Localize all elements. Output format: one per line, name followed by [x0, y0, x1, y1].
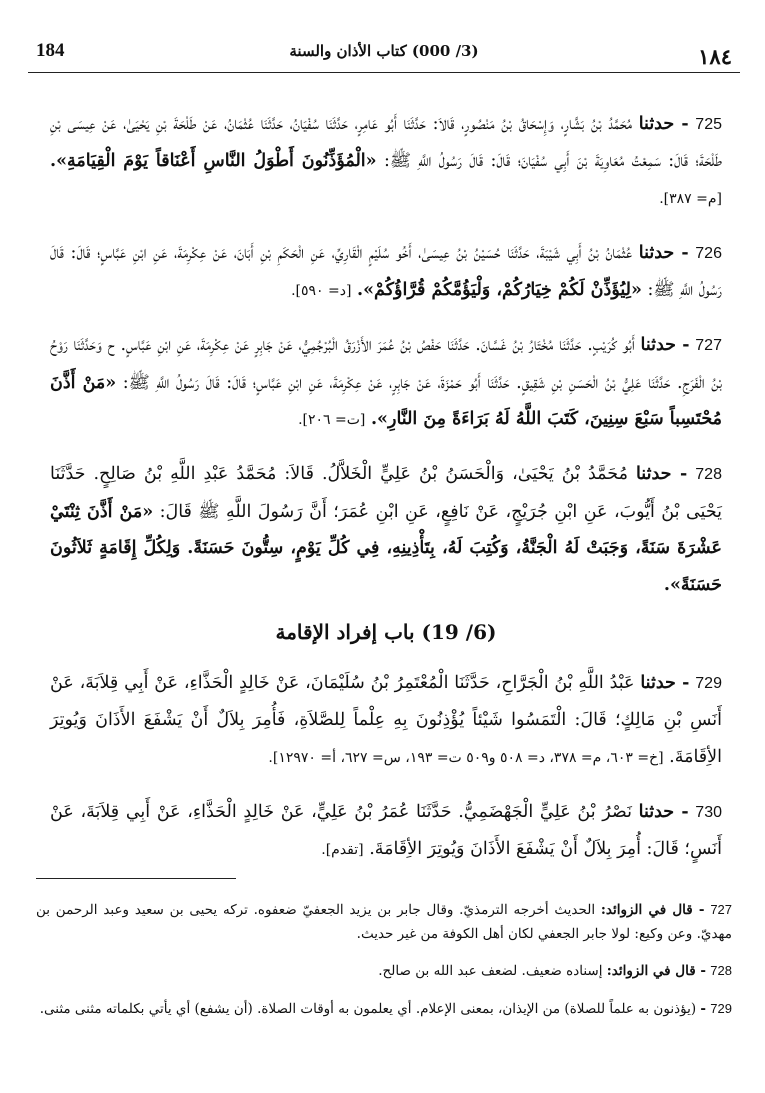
section-title: (6/ 19) باب إفراد الإقامة — [275, 620, 497, 644]
hadith-text: مُحَمَّدُ بْنُ يَحْيَىٰ، وَالْحَسَنُ بْنُ عَلِيٍّ الْخَلاَّلُ. قَالاَ: مُحَمَّدُ عَبْدِ اللَّهِ بْنُ صَالِحٍ. حَدَّثَنَا يَحْيَى بْنُ أَيُّوبَ، عَنِ ابْنِ جُرَيْجٍ، عَنْ نَافِعٍ، عَنِ ابْنِ عُمَرَ؛ أَنَّ رَسُولَ اللَّهِ ﷺ قَالَ: — [50, 464, 722, 522]
hadith-lead: - حدثنا — [640, 672, 690, 693]
footnote-number: 727 — [710, 901, 733, 917]
hadith-730 — [50, 794, 722, 869]
hadith-725 — [50, 106, 722, 218]
main-text — [50, 88, 722, 875]
hadith-729 — [50, 665, 722, 777]
hadith-text: عَبْدُ اللَّهِ بْنُ الْجَرَّاحِ، حَدَّثَنَا الْمُعْتَمِرُ بْنُ سُلَيْمَانَ، عَنْ خَالِدٍ الْحَذَّاءِ، عَنْ أَبِي قِلاَبَةَ، عَنْ أَنَسِ بْنِ مَالِكٍ؛ قَالَ: الْتَمَسُوا شَيْئاً يُؤْذِنُونَ بِهِ عِلْماً لِلصَّلاَةِ، فَأُمِرَ بِلاَلٌ أَنْ يَشْفَعَ الأَذَانَ وَيُوتِرَ الأِقَامَةَ. — [50, 672, 722, 767]
footnotes — [36, 884, 732, 1027]
prophet-saying: «الْمُؤَذِّنُونَ أَطْوَلُ النَّاسِ أَعْنَاقاً يَوْمَ الْقِيَامَةِ». — [50, 151, 377, 171]
hadith-lead: - حدثنا — [638, 801, 689, 822]
hadith-text: عُثْمَانُ بْنُ أَبِي شَيْبَةَ، حَدَّثَنَا حُسَيْنُ بْنُ عِيسَىٰ، أَخُو سُلَيْمٍ الْقَارِيِّ، عَنِ الْحَكَمِ بْنِ أَبَانَ، عَنْ عِكْرِمَةَ، عَنِ ابْنِ عَبَّاسٍ؛ قَالَ: قَالَ رَسُولُ اللَّهِ ﷺ: — [50, 242, 722, 300]
hadith-727 — [50, 327, 722, 439]
footnote-728 — [36, 959, 732, 983]
hadith-number: 728 — [695, 466, 722, 483]
page-number-arabic: ١٨٤ — [698, 44, 732, 69]
hadith-text: أَبُو كُرَيْبٍ. حَدَّثَنَا مُخْتَارُ بْنُ غَسَّانَ. حَدَّثَنَا حَفْصُ بْنُ عُمَرَ الأَزْرَقُ الْبُرْجُمِيُّ، عَنْ جَابِرٍ عَنْ عِكْرِمَةَ، عَنِ ابْنِ عَبَّاسٍ. ح وَحَدَّثَنَا رَوْحُ بْنُ الْفَرَجِ. حَدَّثَنَا عَلِيُّ بْنُ الْحَسَنِ بْنِ شَقِيقٍ. حَدَّثَنَا أَبُو حَمْزَةَ، عَنْ جَابِرٍ، عَنْ عِكْرِمَةَ، عَنِ ابْنِ عَبَّاسٍ؛ قَالَ: قَالَ رَسُولُ اللَّهِ ﷺ: — [50, 335, 722, 393]
prophet-saying: «مَنْ أَذَّنَ ثِنْتَيْ عَشْرَةَ سَنَةً، وَجَبَتْ لَهُ الْجَنَّةُ، وَكُتِبَ لَهُ، بِتَأْذِينِهِ، فِي كُلِّ يَوْمٍ، سِتُّونَ حَسَنَةً. وَلِكُلِّ إِقَامَةٍ ثَلاَثُونَ حَسَنَةً». — [50, 501, 722, 595]
hadith-number: 727 — [695, 337, 722, 354]
hadith-lead: - حدثنا — [638, 242, 689, 263]
footnote-729 — [36, 997, 732, 1021]
prophet-saying: «لِيُؤَذِّنْ لَكُمْ خِيَارُكُمْ، وَلْيَؤُمَّكُمْ قُرَّاؤُكُمْ». — [357, 280, 642, 300]
hadith-reference: [د= ٥٩٠]. — [291, 283, 352, 299]
footnote-text: (يؤذنون به علماً للصلاة) من الإيذان، بمعنى الإعلام. أي يعلمون به أوقات الصلاة. (أن يشفع) أي يأتي بكلماته مثنى مثنى. — [39, 1000, 697, 1017]
hadith-726 — [50, 235, 722, 310]
hadith-lead: - حدثنا — [640, 335, 690, 355]
header-divider — [28, 72, 740, 73]
hadith-number: 730 — [695, 803, 722, 821]
hadith-reference: [ت= ٢٠٦]. — [298, 412, 366, 428]
footnote-number: 729 — [710, 1000, 732, 1016]
footnote-text: إسناده ضعيف. لضعف عبد الله بن صالح. — [378, 963, 603, 979]
hadith-lead: - حدثنا — [635, 464, 688, 484]
running-title: (3/ 000) كتاب الأذان والسنة — [289, 42, 479, 60]
hadith-reference: [تقدم]. — [321, 842, 364, 858]
hadith-reference: [خ= ٦٠٣، م= ٣٧٨، د= ٥٠٨ و٥٠٩ ت= ١٩٣، س= ٦٢٧، أ= ١٢٩٧٠]. — [268, 749, 664, 766]
hadith-728 — [50, 456, 722, 603]
hadith-number: 729 — [695, 674, 722, 692]
hadith-lead: - حدثنا — [638, 113, 689, 134]
footnote-divider — [36, 878, 236, 879]
hadith-text: مُحَمَّدُ بْنُ بَشَّارٍ، وَإِسْحَاقُ بْنُ مَنْصُورٍ، قَالاَ: حَدَّثَنَا أَبُو عَامِرٍ، حَدَّثَنَا سُفْيَانُ، حَدَّثَنَا عُثْمَانُ، عَنْ طَلْحَةَ بْنِ يَحْيَىٰ، عَنْ عِيسَى بْنِ طَلْحَةَ؛ قَالَ: سَمِعْتُ مُعَاوِيَةَ بْنَ أَبِي سُفْيَانَ؛ قَالَ: قَالَ رَسُولُ اللَّهِ ﷺ: — [50, 113, 722, 171]
page-header — [28, 36, 740, 76]
hadith-text: نَصْرُ بْنُ عَلِيٍّ الْجَهْضَمِيُّ. حَدَّثَنَا عُمَرُ بْنُ عَلِيٍّ، عَنْ خَالِدٍ الْحَذَّاءِ، عَنْ أَبِي قِلاَبَةَ، عَنْ أَنَسٍ؛ قَالَ: أُمِرَ بِلاَلٌ أَنْ يَشْفَعَ الأَذَانَ وَيُوتِرَ الأِقَامَةَ. — [50, 801, 722, 859]
hadith-number: 726 — [695, 244, 722, 262]
hadith-number: 725 — [695, 115, 722, 133]
footnote-label: - قال في الزوائد: — [600, 901, 705, 918]
footnote-text: الحديث أخرجه الترمذيّ. وقال جابر بن يزيد الجعفيّ ضعفوه. تركه يحيى بن سعيد وعبد الرحمن بن مهديّ. وعن وكيع: لولا جابر الجعفي لكان أهل الكوفة من غير حديث. — [36, 901, 732, 942]
footnote-label: - قال في الزوائد: — [606, 963, 706, 979]
page-number-latin: 184 — [36, 40, 65, 61]
footnote-label: - — [700, 1000, 706, 1017]
hadith-reference: [م= ٣٨٧]. — [659, 190, 722, 207]
footnote-number: 728 — [710, 963, 732, 978]
prophet-saying: «مَنْ أَذَّنَ مُحْتَسِباً سَبْعَ سِنِينَ، كَتَبَ اللَّهُ لَهُ بَرَاءَةً مِنَ النَّارِ». — [50, 372, 722, 429]
footnote-727 — [36, 898, 732, 946]
